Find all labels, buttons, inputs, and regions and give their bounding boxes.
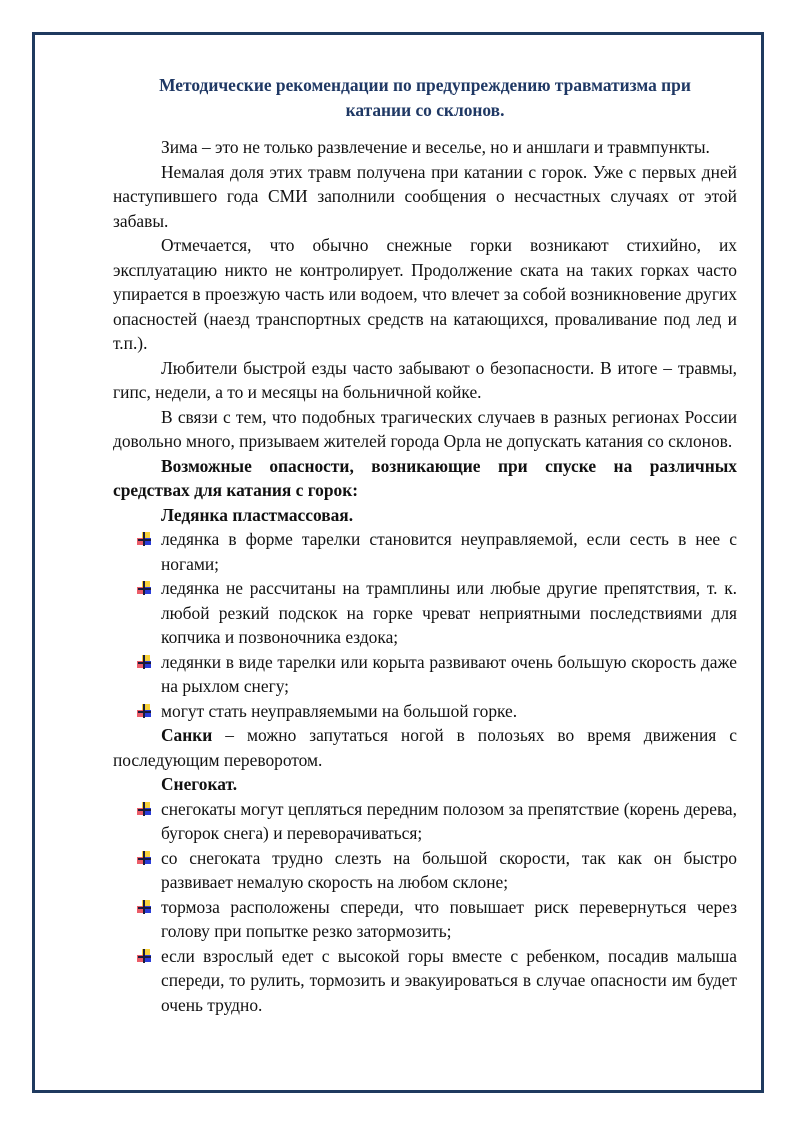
- list-item-text: ледянка не рассчитаны на трамплины или любые другие препятствия, т. к. любой резкий подскок на горке чреват неприятными последствиями для копчика и позвоночника ездока;: [161, 578, 737, 647]
- list-item: [161, 895, 737, 944]
- list-item: [161, 797, 737, 846]
- list-item: [161, 576, 737, 650]
- intro-paragraph-3: Отмечается, что обычно снежные горки возникают стихийно, их эксплуатацию никто не контролирует. Продолжение ската на таких горках часто упирается в проезжую часть или водоем, что влечет за собой возникновение других опасностей (наезд транспортных средств на катающихся, проваливание под лед и т.п.).: [113, 235, 737, 353]
- list-item-text: со снегоката трудно слезть на большой скорости, так как он быстро развивает немалую скорость на любом склоне;: [161, 847, 737, 892]
- cross-bullet-icon: [137, 900, 151, 914]
- list-item: [161, 527, 737, 576]
- list-item: [161, 650, 737, 699]
- list-item-text: снегокаты могут цепляться передним полозом за препятствие (корень дерева, бугорок снега) и переворачиваться;: [161, 798, 737, 843]
- cross-bullet-icon: [137, 655, 151, 669]
- cross-bullet-icon: [137, 949, 151, 963]
- list-item-text: тормоза расположены спереди, что повышает риск перевернуться через голову при попытке резко затормозить;: [161, 896, 737, 941]
- cross-bullet-icon: [137, 802, 151, 816]
- sanki-text: – можно запутаться ногой в полозьях во время движения с последующим переворотом.: [113, 725, 737, 770]
- list-item-text: ледянка в форме тарелки становится неуправляемой, если сесть в нее с ногами;: [161, 529, 737, 574]
- cross-bullet-icon: [137, 532, 151, 546]
- section-heading-ledyanka: Ледянка пластмассовая.: [161, 504, 354, 525]
- list-item-text: могут стать неуправляемыми на большой горке.: [161, 700, 518, 721]
- list-item-text: если взрослый едет с высокой горы вместе с ребенком, посадив малыша спереди, то рулить, тормозить и эвакуироваться в случае опасности им будет очень трудно.: [161, 945, 737, 1015]
- cross-bullet-icon: [137, 704, 151, 718]
- intro-paragraph-4: Любители быстрой езды часто забывают о безопасности. В итоге – травмы, гипс, недели, а то и месяцы на больничной койке.: [113, 357, 737, 402]
- list-item: [161, 846, 737, 895]
- intro-paragraph-1: Зима – это не только развлечение и веселье, но и аншлаги и травмпункты.: [161, 137, 710, 157]
- section-heading-snegokat: Снегокат.: [161, 774, 238, 794]
- intro-paragraph-5: В связи с тем, что подобных трагических случаев в разных регионах России довольно много, призываем жителей города Орла не допускать катания со склонов.: [113, 406, 737, 451]
- list-item-text: ледянки в виде тарелки или корыта развивают очень большую скорость даже на рыхлом снегу;: [161, 651, 737, 696]
- cross-bullet-icon: [137, 581, 151, 595]
- document-title: Методические рекомендации по предупреждению травматизма при катании со склонов.: [159, 75, 691, 120]
- document-body: [113, 73, 737, 1017]
- snegokat-list: [113, 797, 737, 1018]
- cross-bullet-icon: [137, 851, 151, 865]
- list-item: [161, 944, 737, 1018]
- sanki-paragraph: [113, 723, 737, 772]
- dangers-heading: Возможные опасности, возникающие при спуске на различных средствах для катания с горок:: [113, 455, 737, 500]
- list-item: [161, 699, 737, 724]
- sanki-term: Санки: [161, 725, 213, 745]
- intro-paragraph-2: Немалая доля этих травм получена при катании с горок. Уже с первых дней наступившего года СМИ заполнили сообщения о несчастных случаях от этой забавы.: [113, 161, 737, 231]
- ledyanka-list: [113, 527, 737, 723]
